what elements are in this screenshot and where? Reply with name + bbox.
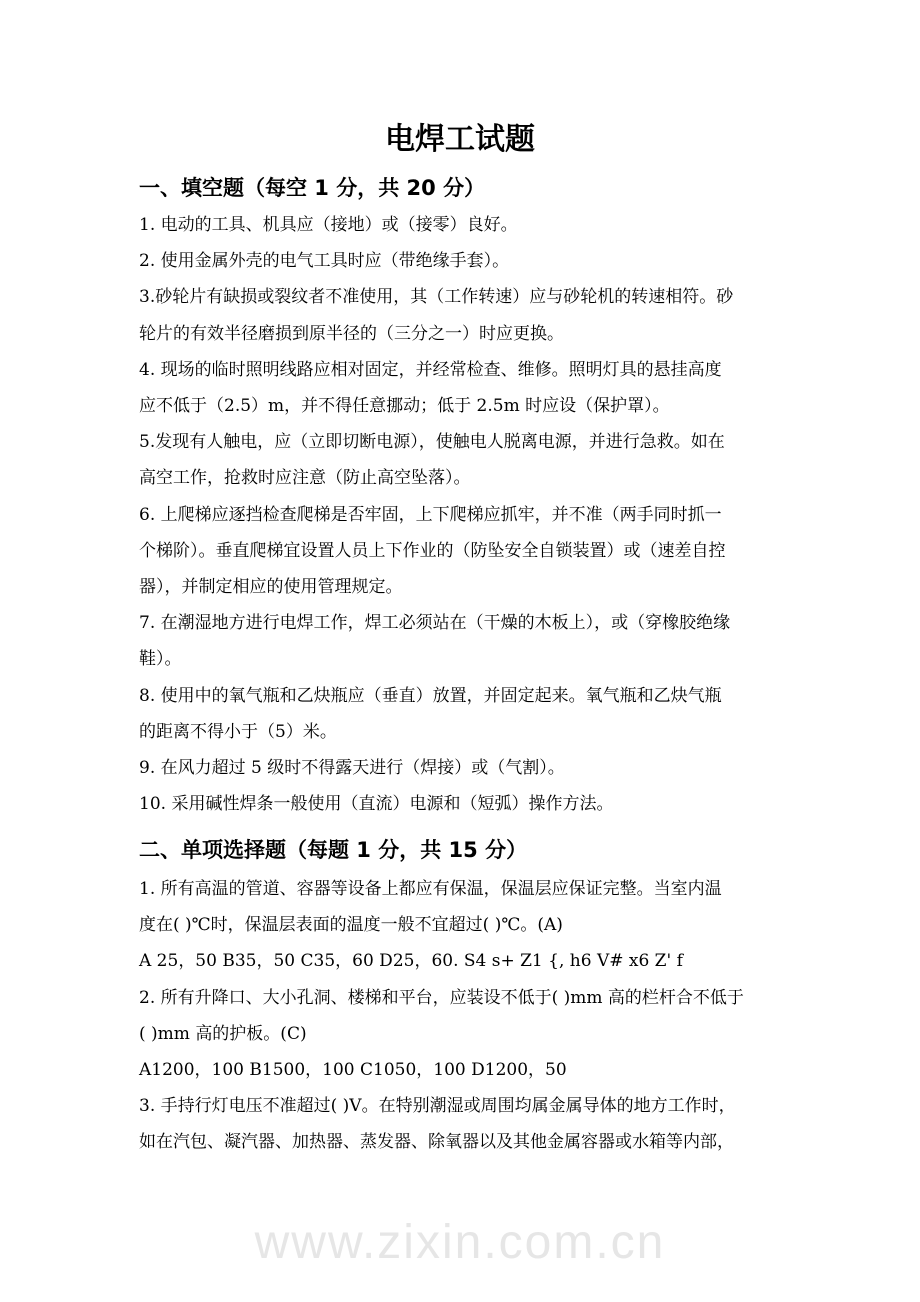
text-line: 7. 在潮湿地方进行电焊工作，焊工必须站在（干燥的木板上），或（穿橡胶绝缘: [139, 613, 731, 634]
text-line: 9. 在风力超过 5 级时不得露天进行（焊接）或（气割）。: [139, 758, 565, 778]
section-1-heading: 一、填空题（每空 1 分，共 20 分）: [139, 176, 486, 200]
text-line: 高空工作，抢救时应注意（防止高空坠落）。: [139, 468, 471, 489]
watermark: www.zixin.com.cn: [254, 1216, 666, 1269]
text-line: 的距离不得小于（5）米。: [139, 721, 337, 742]
text-line: 轮片的有效半径磨损到原半径的（三分之一）时应更换。: [139, 323, 564, 344]
text-line: 2. 所有升降口、大小孔洞、楼梯和平台，应装设不低于( )mm 高的栏杆合不低于: [139, 987, 744, 1008]
text-line: 应不低于（2.5）m，并不得任意挪动；低于 2.5m 时应设（保护罩）。: [139, 396, 670, 416]
text-line: 3. 手持行灯电压不准超过( )V。在特别潮湿或周围均属金属导体的地方工作时，: [139, 1096, 736, 1117]
text-line: 6. 上爬梯应逐挡检查爬梯是否牢固，上下爬梯应抓牢，并不准（两手同时抓一: [139, 504, 722, 525]
text-line: 5.发现有人触电，应（立即切断电源），使触电人脱离电源，并进行急救。如在: [139, 432, 725, 453]
text-line: 如在汽包、凝汽器、加热器、蒸发器、除氧器以及其他金属容器或水箱等内部，: [139, 1132, 734, 1153]
text-line: 1. 所有高温的管道、容器等设备上都应有保温，保温层应保证完整。当室内温: [139, 879, 722, 899]
text-line: 鞋）。: [139, 649, 182, 670]
section-2-heading: 二、单项选择题（每题 1 分，共 15 分）: [139, 838, 528, 862]
text-line: 4. 现场的临时照明线路应相对固定，并经常检查、维修。照明灯具的悬挂高度: [139, 359, 722, 380]
text-line: 个梯阶）。垂直爬梯宜设置人员上下作业的（防坠安全自锁装置）或（速差自控: [139, 540, 726, 561]
text-line: A 25，50 B35，50 C35，60 D25，60. S4 s+ Z1 {, h6 V# x6 Z' f: [139, 951, 683, 972]
text-line: 度在( )℃时，保温层表面的温度一般不宜超过( )℃。(A): [139, 915, 563, 936]
text-line: 3.砂轮片有缺损或裂纹者不准使用，其（工作转速）应与砂轮机的转速相符。砂: [139, 287, 734, 308]
text-line: A1200，100 B1500，100 C1050，100 D1200，50: [139, 1060, 567, 1080]
text-line: 1. 电动的工具、机具应（接地）或（接零）良好。: [139, 215, 518, 235]
text-line: 2. 使用金属外壳的电气工具时应（带绝缘手套）。: [139, 251, 510, 272]
document-title: 电焊工试题: [385, 122, 535, 157]
text-line: 8. 使用中的氧气瓶和乙炔瓶应（垂直）放置，并固定起来。氧气瓶和乙炔气瓶: [139, 685, 722, 706]
text-line: 10. 采用碱性焊条一般使用（直流）电源和（短弧）操作方法。: [139, 794, 614, 815]
text-line: ( )mm 高的护板。(C): [139, 1023, 307, 1044]
text-line: 器），并制定相应的使用管理规定。: [139, 577, 403, 597]
